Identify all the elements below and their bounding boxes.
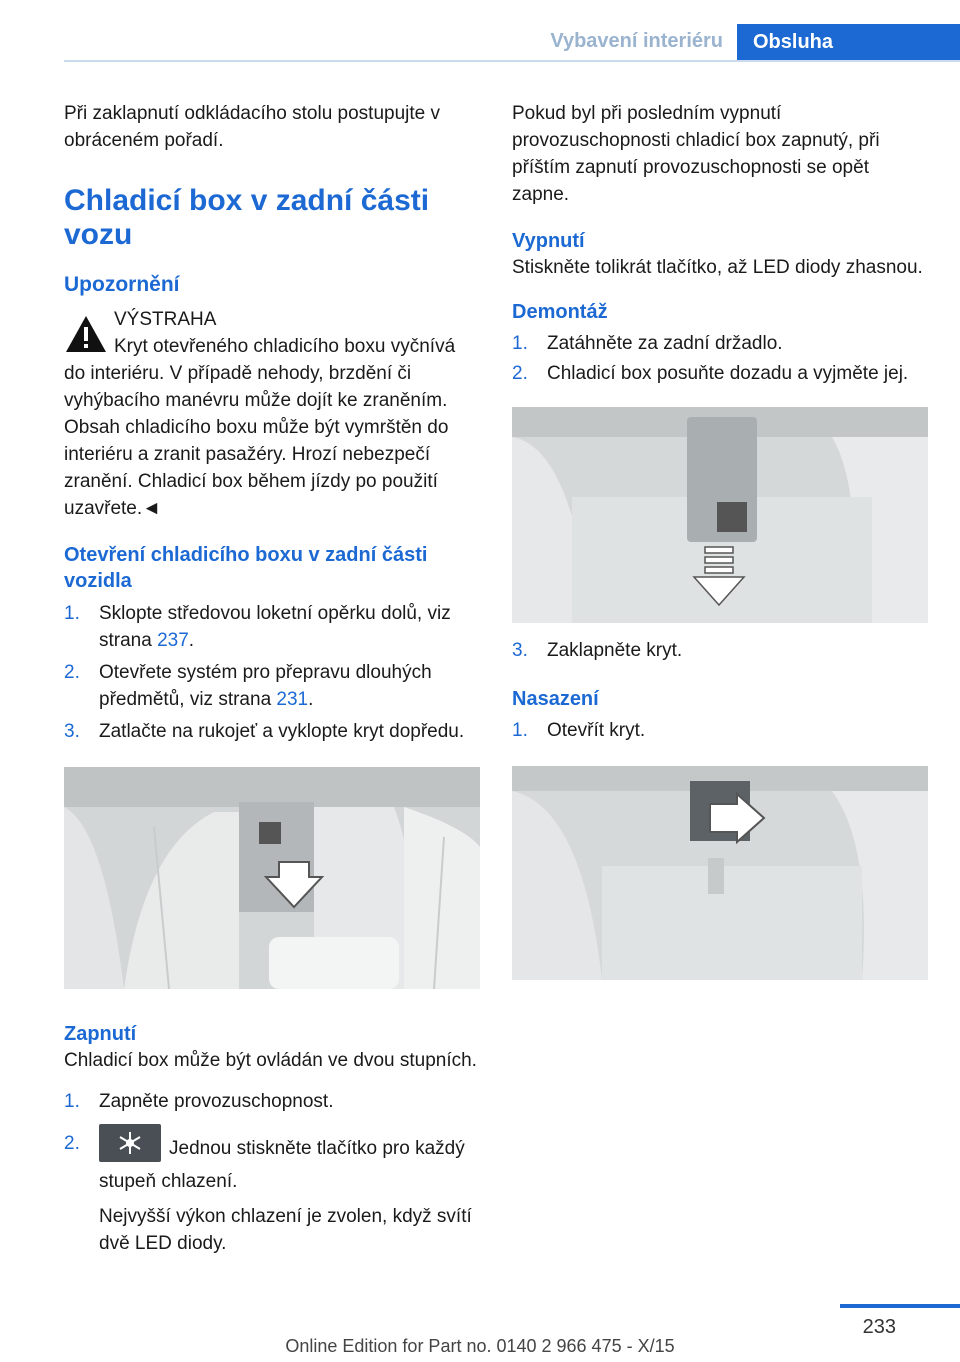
warning-text: Kryt otevřeného chladicího boxu vyčnívá do interiéru. V případě nehody, brzdění či vyhýbacího manévru může dojít ke zraněním. Obsah chladicího boxu může být vymrštěn do interiéru a zranit pasažéry. Hrozí nebezpečí zranění. Chladicí box během jízdy po použití uzavřete.◄ xyxy=(64,336,456,519)
notice-heading: Upozornění xyxy=(64,273,180,296)
rear-armrest-photo xyxy=(64,767,480,989)
remove-steps xyxy=(512,330,928,387)
header-rule xyxy=(64,60,960,62)
cover-open-photo xyxy=(512,766,928,980)
off-heading: Vypnutí xyxy=(512,230,585,252)
warning-block xyxy=(64,306,480,333)
on-step2-note: Nejvyšší výkon chlazení je zvolen, když svítí dvě LED diody. xyxy=(99,1206,472,1254)
install-heading: Nasazení xyxy=(512,688,599,710)
page-ref-link[interactable]: 231 xyxy=(276,689,309,710)
edition-note: Online Edition for Part no. 0140 2 966 475 - X/15 xyxy=(285,1336,675,1356)
snowflake-icon xyxy=(99,1124,161,1162)
cooler-removal-photo xyxy=(512,407,928,623)
list-item: 2. Chladicí box posuňte dozadu a vyjměte jej. xyxy=(512,363,909,384)
open-heading: Otevření chladicího boxu v zadní části vozidla xyxy=(64,544,428,592)
list-item: 1. Otevřít kryt. xyxy=(512,720,646,741)
on-text: Chladicí box může být ovládán ve dvou stupních. xyxy=(64,1050,477,1071)
list-item: 1. Zatáhněte za zadní držadlo. xyxy=(512,333,783,354)
section-title: Vybavení interiéru xyxy=(550,30,723,52)
right-intro: Pokud byl při posledním vypnutí provozuschopnosti chladicí box zapnutý, při příštím zapnutí provozuschopnosti se opět zapne. xyxy=(512,103,880,205)
list-item: 1. Sklopte středovou loketní opěrku dolů, viz strana 237. xyxy=(64,603,451,651)
on-steps xyxy=(64,1088,480,1195)
left-column xyxy=(64,100,480,1257)
warning-label: VÝSTRAHA xyxy=(114,309,217,330)
list-item: 2. Otevřete systém pro přepravu dlouhých předmětů, viz strana 231. xyxy=(64,662,432,710)
list-item: 1. Zapněte provozuschopnost. xyxy=(64,1091,334,1112)
remove-step3 xyxy=(512,637,928,664)
install-steps xyxy=(512,717,928,744)
chapter-tab[interactable]: Obsluha xyxy=(737,24,960,62)
right-column xyxy=(512,100,928,980)
list-item: 3. Zaklapněte kryt. xyxy=(512,640,683,661)
page-number: 233 xyxy=(862,1316,896,1338)
warning-triangle-icon xyxy=(64,314,108,354)
on-heading: Zapnutí xyxy=(64,1023,137,1045)
intro-text: Při zaklapnutí odkládacího stolu postupujte v obráceném pořadí. xyxy=(64,103,441,151)
off-text: Stiskněte tolikrát tlačítko, až LED diody zhasnou. xyxy=(512,257,923,278)
open-steps xyxy=(64,600,480,745)
list-item: 2. Jednou stiskněte tlačítko pro každý stupeň chlazení. xyxy=(64,1130,480,1195)
page-title: Chladicí box v zadní části vozu xyxy=(64,184,430,251)
remove-heading: Demontáž xyxy=(512,301,608,323)
page-ref-link[interactable]: 237 xyxy=(157,630,189,651)
cooling-button[interactable] xyxy=(99,1124,161,1162)
footer-rule xyxy=(840,1304,960,1308)
list-item: 3. Zatlačte na rukojeť a vyklopte kryt dopředu. xyxy=(64,721,465,742)
